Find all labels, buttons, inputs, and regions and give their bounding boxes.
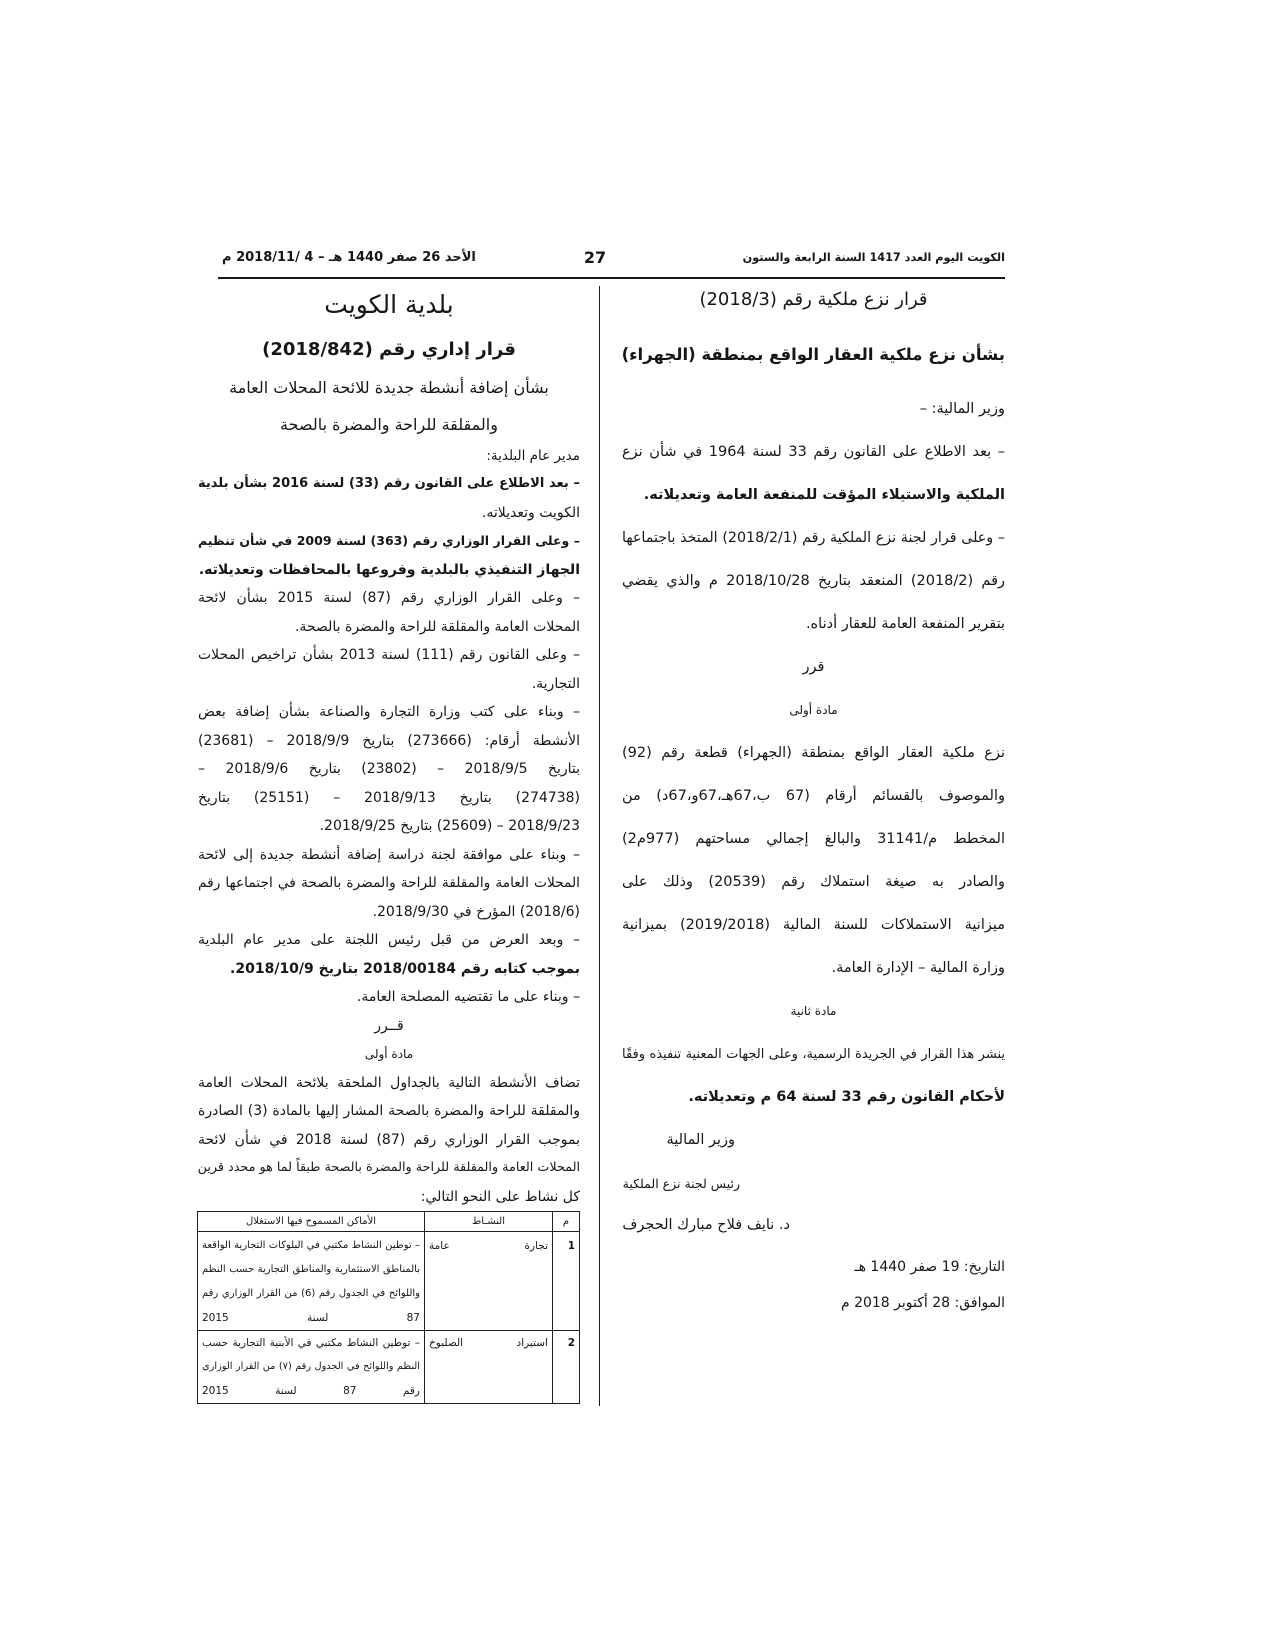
article-1-heading: مادة أولى xyxy=(364,1047,414,1061)
preamble-line: – وعلى قرار لجنة نزع الملكية رقم (2018/2/1) المتخذ باجتماعها xyxy=(622,530,1005,546)
date-hijri: التاريخ: 19 صفر 1440 هـ xyxy=(854,1259,1005,1275)
row-number-cell xyxy=(553,1232,580,1331)
article-1-line: ميزانية الاستملاكات للسنة المالية (2019/2018) بميزانية xyxy=(622,917,1005,933)
row-activity: تجارة عامة xyxy=(429,1240,548,1252)
column-divider xyxy=(599,286,600,1406)
preamble-line: الكويت وتعديلاته. xyxy=(481,504,580,521)
municipality-decision xyxy=(198,278,580,1404)
article-1-line: كل نشاط على النحو التالي: xyxy=(420,1188,580,1205)
decided-heading: قرر xyxy=(802,659,825,675)
header-places: الأماكن المسموح فيها الاستغلال xyxy=(198,1212,425,1232)
preamble-line: 2018/9/23 – (25609) بتاريخ 2018/9/25. xyxy=(319,818,580,834)
preamble-line: التجارية. xyxy=(531,675,580,692)
preamble-line: المحلات العامة والمقلقة للراحة والمضرة بالصحة. xyxy=(294,618,580,635)
row-places-line: واللوائح في الجدول رقم (6) من القرار الوزاري رقم xyxy=(202,1288,420,1299)
decision-subject: بشأن نزع ملكية العقار الواقع بمنطقة (الجهراء) xyxy=(622,345,1005,364)
publication-header: الكويت اليوم العدد 1417 السنة الرابعة والستون xyxy=(742,251,1005,264)
header-activity: النشـاط xyxy=(425,1212,553,1232)
signatory-committee-title: رئيس لجنة نزع الملكية xyxy=(622,1176,740,1191)
article-1-line: والمقلقة للراحة والمضرة بالصحة المشار إليها بالمادة (3) الصادرة xyxy=(198,1103,580,1119)
preamble-line: الأنشطة أرقام: (273666) بتاريخ 2018/9/9 – (23681) xyxy=(198,732,580,749)
table-row xyxy=(198,1331,580,1404)
signatory-minister: وزير المالية xyxy=(666,1132,735,1148)
preamble-line: بتاريخ 2018/9/5 – (23802) بتاريخ 2018/9/6 – xyxy=(198,761,580,777)
activities-table xyxy=(197,1211,580,1404)
table-header-row xyxy=(198,1212,580,1232)
article-1-line: والصادر به صيغة استملاك رقم (20539) وذلك على xyxy=(622,874,1005,890)
row-places-line: – توطين النشاط مكتبي في البلوكات التجارية الواقعة xyxy=(202,1240,420,1251)
row-number-cell xyxy=(553,1331,580,1404)
decision-issuer: مدير عام البلدية: xyxy=(486,448,580,464)
decision-subject: والمقلقة للراحة والمضرة بالصحة xyxy=(280,415,498,434)
article-2-line: ينشر هذا القرار في الجريدة الرسمية، وعلى الجهات المعنية تنفيذه وفقًا xyxy=(622,1047,1005,1062)
preamble-line: رقم (2018/2) المنعقد بتاريخ 2018/10/28 م والذي يقضي xyxy=(622,573,1005,589)
article-1-line: المحلات العامة والمقلقة للراحة والمضرة بالصحة طبقاً لما هو محدد قرين xyxy=(198,1160,580,1175)
preamble-line: (274738) بتاريخ 2018/9/13 – (25151) بتاريخ xyxy=(198,789,580,806)
preamble-line: – وبعد العرض من قبل رئيس اللجنة على مدير عام البلدية xyxy=(198,932,580,948)
article-2-line: لأحكام القانون رقم 33 لسنة 64 م وتعديلاته. xyxy=(688,1089,1005,1105)
preamble-line: الجهاز التنفيذي بالبلدية وفروعها بالمحافظات وتعديلاته. xyxy=(198,561,580,578)
preamble-line: – بعد الاطلاع على القانون رقم 33 لسنة 1964 في شأن نزع xyxy=(622,444,1005,460)
signatory-name: د. نايف فلاح مبارك الحجرف xyxy=(622,1217,790,1233)
date-gregorian: الموافق: 28 أكتوبر 2018 م xyxy=(840,1295,1005,1311)
row-places-line: بالمناطق الاستثمارية والمناطق التجارية حسب النظم xyxy=(202,1264,420,1275)
article-1-line: وزارة المالية – الإدارة العامة. xyxy=(831,960,1005,976)
preamble-line: – بعد الاطلاع على القانون رقم (33) لسنة 2016 بشأن بلدية xyxy=(198,476,580,491)
decision-title: قرار نزع ملكية رقم (2018/3) xyxy=(699,289,928,310)
preamble-line: – وبناء على كتب وزارة التجارة والصناعة بشأن إضافة بعض xyxy=(198,704,580,720)
header-number: م xyxy=(553,1212,580,1232)
article-1-heading: مادة أولى xyxy=(789,703,838,717)
article-2-heading: مادة ثانية xyxy=(790,1004,837,1018)
preamble-line: – وبناء على ما تقتضيه المصلحة العامة. xyxy=(356,989,580,1005)
row-places-cell xyxy=(198,1331,425,1404)
preamble-line: بتقرير المنفعة العامة للعقار أدناه. xyxy=(805,616,1005,632)
row-activity: استيراد الصلبوخ xyxy=(429,1337,548,1349)
row-places-line: 87 لسنة 2015 xyxy=(202,1312,420,1324)
row-number: 2 xyxy=(567,1337,575,1349)
article-1-line: المخطط م/31141 والبالغ إجمالي مساحتهم (977م2) xyxy=(622,831,1005,847)
preamble-line: بموجب كتابه رقم 2018/00184 بتاريخ 2018/10/9. xyxy=(230,960,580,977)
preamble-line: المحلات العامة والمقلقة للراحة والمضرة بالصحة في اجتماعها رقم xyxy=(198,875,580,891)
preamble-line: الملكية والاستيلاء المؤقت للمنفعة العامة وتعديلاته. xyxy=(643,487,1005,503)
decision-subject: بشأن إضافة أنشطة جديدة للائحة المحلات العامة xyxy=(229,378,549,397)
decision-title: قرار إداري رقم (2018/842) xyxy=(262,339,516,360)
preamble-line: (2018/6) المؤرخ في 2018/9/30. xyxy=(372,903,580,920)
row-places-line: – توطين النشاط مكتبي في الأبنية التجارية حسب xyxy=(202,1337,420,1349)
issue-date: الأحد 26 صفر 1440 هـ – 4 /2018/11 م xyxy=(222,250,476,265)
article-1-line: والموصوف بالقسائم أرقام (67 ب،67هـ،67و،67د) من xyxy=(622,788,1005,804)
preamble-line: – وعلى القانون رقم (111) لسنة 2013 بشأن تراخيص المحلات xyxy=(198,647,580,663)
row-places-line: رقم 87 لسنة 2015 xyxy=(202,1385,420,1397)
row-activity-cell xyxy=(425,1331,553,1404)
preamble-line: – وبناء على موافقة لجنة دراسة إضافة أنشطة جديدة إلى لائحة xyxy=(198,846,580,863)
article-1-line: تضاف الأنشطة التالية بالجداول الملحقة بلائحة المحلات العامة xyxy=(198,1074,580,1091)
row-number: 1 xyxy=(567,1240,575,1252)
row-places-cell xyxy=(198,1232,425,1331)
article-1-line: بموجب القرار الوزاري رقم (87) لسنة 2018 في شأن لائحة xyxy=(198,1131,580,1148)
row-activity-cell xyxy=(425,1232,553,1331)
decided-heading: قــرر xyxy=(374,1017,404,1034)
preamble-line: – وعلى القرار الوزاري رقم (87) لسنة 2015 بشأن لائحة xyxy=(198,590,580,606)
row-places-line: النظم واللوائح في الجدول رقم (٧) من القرار الوزاري xyxy=(202,1361,420,1372)
decision-issuer: وزير المالية: – xyxy=(919,401,1005,417)
article-1-line: نزع ملكية العقار الواقع بمنطقة (الجهراء) قطعة رقم (92) xyxy=(622,745,1005,761)
expropriation-decision xyxy=(622,278,1005,1318)
authority-name: بلدية الكويت xyxy=(324,290,454,319)
page-number: 27 xyxy=(583,248,607,267)
table-row xyxy=(198,1232,580,1331)
preamble-line: – وعلى القرار الوزاري رقم (363) لسنة 2009 في شأن تنظيم xyxy=(198,533,580,548)
